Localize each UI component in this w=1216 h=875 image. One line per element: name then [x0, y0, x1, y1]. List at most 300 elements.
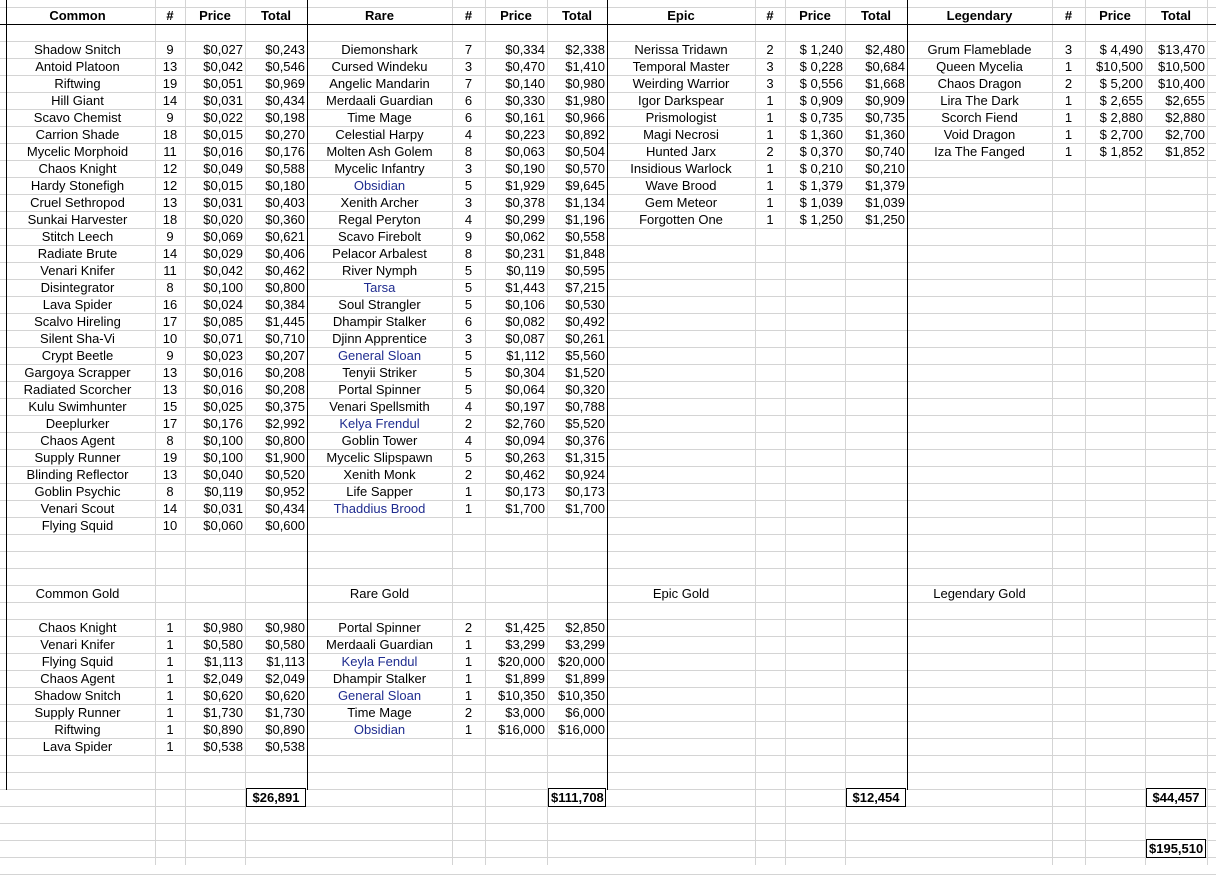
card-name-cell[interactable]: General Sloan [337, 348, 422, 363]
total-cell[interactable]: $0,800 [265, 280, 305, 295]
price-cell[interactable]: $0,049 [203, 161, 243, 176]
price-cell[interactable]: $0,016 [203, 144, 243, 159]
total-cell[interactable]: $0,462 [265, 263, 305, 278]
gold-price-cell[interactable]: $1,899 [505, 671, 545, 686]
card-name-cell[interactable]: Djinn Apprentice [332, 331, 427, 346]
price-cell[interactable]: $ 4,490 [1099, 42, 1143, 57]
gold-card-name-cell[interactable]: Time Mage [347, 705, 412, 720]
price-cell[interactable]: $0,100 [203, 450, 243, 465]
gold-price-cell[interactable]: $0,580 [203, 637, 243, 652]
card-name-cell[interactable]: Wave Brood [645, 178, 717, 193]
price-header[interactable]: Price [799, 8, 831, 23]
price-cell[interactable]: $ 1,379 [799, 178, 843, 193]
price-cell[interactable]: $0,087 [505, 331, 545, 346]
count-cell[interactable]: 19 [162, 76, 178, 91]
gold-total-cell[interactable]: $0,580 [265, 637, 305, 652]
gold-count-cell[interactable]: 1 [166, 688, 174, 703]
total-cell[interactable]: $0,558 [565, 229, 605, 244]
card-name-cell[interactable]: Antoid Platoon [35, 59, 120, 74]
gold-count-cell[interactable]: 1 [464, 637, 473, 652]
gold-price-cell[interactable]: $1,113 [204, 654, 243, 669]
total-cell[interactable]: $13,470 [1158, 42, 1205, 57]
count-cell[interactable]: 7 [464, 76, 473, 91]
gold-card-name-cell[interactable]: Supply Runner [34, 705, 121, 720]
count-cell[interactable]: 3 [766, 76, 774, 91]
total-header[interactable]: Total [1160, 8, 1192, 23]
subtotal-cell[interactable]: $26,891 [246, 788, 306, 807]
total-cell[interactable]: $0,210 [865, 161, 905, 176]
count-cell[interactable]: 8 [464, 246, 473, 261]
total-cell[interactable]: $0,384 [265, 297, 305, 312]
gold-count-cell[interactable]: 1 [464, 688, 473, 703]
card-name-cell[interactable]: Iza The Fanged [934, 144, 1025, 159]
price-cell[interactable]: $0,042 [203, 263, 243, 278]
count-cell[interactable]: 5 [464, 450, 473, 465]
gold-section-title[interactable]: Common Gold [35, 586, 120, 601]
count-cell[interactable]: 1 [766, 127, 774, 142]
count-cell[interactable]: 3 [464, 331, 473, 346]
count-cell[interactable]: 13 [162, 467, 178, 482]
gold-price-cell[interactable]: $3,000 [505, 705, 545, 720]
count-cell[interactable]: 5 [464, 365, 473, 380]
count-cell[interactable]: 16 [162, 297, 178, 312]
count-cell[interactable]: 1 [1064, 127, 1073, 142]
price-cell[interactable]: $0,024 [203, 297, 243, 312]
card-name-cell[interactable]: Goblin Tower [341, 433, 418, 448]
count-cell[interactable]: 9 [464, 229, 473, 244]
total-cell[interactable]: $0,980 [565, 76, 605, 91]
grand-total-cell[interactable]: $195,510 [1146, 839, 1206, 858]
total-cell[interactable]: $0,520 [265, 467, 305, 482]
price-cell[interactable]: $ 2,880 [1099, 110, 1143, 125]
card-name-cell[interactable]: Soul Strangler [338, 297, 421, 312]
price-cell[interactable]: $0,025 [203, 399, 243, 414]
count-cell[interactable]: 5 [464, 348, 473, 363]
count-cell[interactable]: 1 [1064, 144, 1073, 159]
card-name-cell[interactable]: Hill Giant [51, 93, 104, 108]
count-cell[interactable]: 8 [166, 280, 174, 295]
count-cell[interactable]: 13 [162, 59, 178, 74]
card-name-cell[interactable]: Pelacor Arbalest [332, 246, 427, 261]
gold-card-name-cell[interactable]: Obsidian [353, 722, 406, 737]
count-cell[interactable]: 5 [464, 280, 473, 295]
card-name-cell[interactable]: Lava Spider [42, 297, 113, 312]
card-name-cell[interactable]: Venari Knifer [40, 263, 115, 278]
total-cell[interactable]: $0,376 [565, 433, 605, 448]
price-cell[interactable]: $0,023 [203, 348, 243, 363]
total-cell[interactable]: $1,196 [565, 212, 605, 227]
gold-count-cell[interactable]: 2 [464, 620, 473, 635]
price-cell[interactable]: $0,064 [505, 382, 545, 397]
total-cell[interactable]: $0,924 [565, 467, 605, 482]
count-cell[interactable]: 1 [1064, 59, 1073, 74]
total-cell[interactable]: $0,208 [265, 365, 305, 380]
price-cell[interactable]: $0,197 [505, 399, 545, 414]
count-cell[interactable]: 9 [166, 110, 174, 125]
total-cell[interactable]: $0,684 [865, 59, 905, 74]
total-cell[interactable]: $0,173 [565, 484, 605, 499]
price-cell[interactable]: $0,027 [203, 42, 243, 57]
price-cell[interactable]: $0,263 [505, 450, 545, 465]
card-name-cell[interactable]: Thaddius Brood [333, 501, 426, 516]
total-cell[interactable]: $0,546 [265, 59, 305, 74]
count-cell[interactable]: 2 [766, 42, 774, 57]
gold-count-cell[interactable]: 1 [166, 620, 174, 635]
count-cell[interactable]: 6 [464, 314, 473, 329]
card-name-cell[interactable]: Queen Mycelia [936, 59, 1023, 74]
gold-price-cell[interactable]: $0,980 [203, 620, 243, 635]
price-cell[interactable]: $ 2,700 [1099, 127, 1143, 142]
price-cell[interactable]: $0,119 [204, 484, 243, 499]
count-cell[interactable]: 8 [464, 144, 473, 159]
card-name-cell[interactable]: Kulu Swimhunter [28, 399, 127, 414]
count-cell[interactable]: 5 [464, 263, 473, 278]
card-name-cell[interactable]: Venari Spellsmith [329, 399, 430, 414]
price-cell[interactable]: $0,100 [203, 280, 243, 295]
gold-total-cell[interactable]: $1,113 [266, 654, 305, 669]
total-cell[interactable]: $0,788 [565, 399, 605, 414]
card-name-cell[interactable]: Celestial Harpy [335, 127, 424, 142]
gold-price-cell[interactable]: $2,049 [203, 671, 243, 686]
count-cell[interactable]: 14 [162, 501, 178, 516]
price-cell[interactable]: $0,015 [203, 178, 243, 193]
price-cell[interactable]: $0,071 [203, 331, 243, 346]
price-cell[interactable]: $0,029 [203, 246, 243, 261]
gold-card-name-cell[interactable]: Flying Squid [41, 654, 114, 669]
count-cell[interactable]: 15 [162, 399, 178, 414]
card-name-cell[interactable]: Life Sapper [346, 484, 413, 499]
card-name-cell[interactable]: Weirding Warrior [632, 76, 730, 91]
card-name-cell[interactable]: Hunted Jarx [645, 144, 717, 159]
total-cell[interactable]: $2,992 [265, 416, 305, 431]
price-cell[interactable]: $0,330 [505, 93, 545, 108]
price-cell[interactable]: $0,304 [505, 365, 545, 380]
total-cell[interactable]: $0,600 [265, 518, 305, 533]
total-cell[interactable]: $2,880 [1165, 110, 1205, 125]
card-name-cell[interactable]: Mycelic Slipspawn [326, 450, 433, 465]
count-cell[interactable]: 10 [162, 518, 178, 533]
gold-total-cell[interactable]: $0,980 [265, 620, 305, 635]
total-cell[interactable]: $0,570 [565, 161, 605, 176]
gold-price-cell[interactable]: $10,350 [498, 688, 545, 703]
card-name-cell[interactable]: Regal Peryton [338, 212, 421, 227]
price-cell[interactable]: $0,040 [203, 467, 243, 482]
total-cell[interactable]: $1,848 [565, 246, 605, 261]
card-name-cell[interactable]: Magi Necrosi [643, 127, 719, 142]
total-cell[interactable]: $0,588 [265, 161, 305, 176]
price-header[interactable]: Price [500, 8, 532, 23]
card-name-cell[interactable]: Forgotten One [639, 212, 723, 227]
count-header[interactable]: # [1064, 8, 1073, 23]
gold-total-cell[interactable]: $0,890 [265, 722, 305, 737]
total-cell[interactable]: $2,480 [865, 42, 905, 57]
gold-total-cell[interactable]: $0,538 [265, 739, 305, 754]
gold-total-cell[interactable]: $2,850 [565, 620, 605, 635]
card-name-cell[interactable]: Scavo Firebolt [337, 229, 422, 244]
gold-count-cell[interactable]: 1 [166, 654, 174, 669]
card-name-cell[interactable]: Time Mage [347, 110, 412, 125]
gold-total-cell[interactable]: $20,000 [558, 654, 605, 669]
count-cell[interactable]: 8 [166, 433, 174, 448]
count-cell[interactable]: 1 [766, 93, 774, 108]
card-name-cell[interactable]: Shadow Snitch [34, 42, 121, 57]
price-cell[interactable]: $0,020 [203, 212, 243, 227]
gold-card-name-cell[interactable]: Dhampir Stalker [332, 671, 427, 686]
card-name-cell[interactable]: Crypt Beetle [41, 348, 114, 363]
card-name-cell[interactable]: Blinding Reflector [26, 467, 129, 482]
total-cell[interactable]: $1,410 [565, 59, 605, 74]
total-cell[interactable]: $1,668 [865, 76, 905, 91]
count-cell[interactable]: 2 [464, 467, 473, 482]
gold-price-cell[interactable]: $0,890 [203, 722, 243, 737]
card-name-cell[interactable]: Kelya Frendul [339, 416, 420, 431]
count-cell[interactable]: 11 [163, 144, 177, 159]
card-name-cell[interactable]: Scorch Fiend [941, 110, 1018, 125]
card-name-cell[interactable]: Carrion Shade [35, 127, 120, 142]
count-cell[interactable]: 5 [464, 178, 473, 193]
price-cell[interactable]: $0,223 [505, 127, 545, 142]
card-name-cell[interactable]: Dhampir Stalker [332, 314, 427, 329]
price-cell[interactable]: $0,100 [203, 433, 243, 448]
gold-price-cell[interactable]: $16,000 [498, 722, 545, 737]
total-cell[interactable]: $0,434 [265, 93, 305, 108]
count-cell[interactable]: 5 [464, 382, 473, 397]
gold-count-cell[interactable]: 1 [166, 705, 174, 720]
price-cell[interactable]: $0,031 [203, 93, 243, 108]
total-cell[interactable]: $0,243 [265, 42, 305, 57]
card-name-cell[interactable]: Lira The Dark [940, 93, 1019, 108]
card-name-cell[interactable]: Sunkai Harvester [27, 212, 128, 227]
total-cell[interactable]: $2,655 [1165, 93, 1205, 108]
gold-count-cell[interactable]: 1 [464, 654, 473, 669]
price-cell[interactable]: $0,190 [505, 161, 545, 176]
card-name-cell[interactable]: Temporal Master [632, 59, 730, 74]
count-cell[interactable]: 13 [162, 382, 178, 397]
count-cell[interactable]: 1 [766, 178, 774, 193]
price-cell[interactable]: $ 0,556 [799, 76, 843, 91]
price-cell[interactable]: $0,106 [505, 297, 545, 312]
count-cell[interactable]: 1 [766, 110, 774, 125]
total-cell[interactable]: $0,320 [565, 382, 605, 397]
card-name-cell[interactable]: Portal Spinner [338, 382, 421, 397]
gold-price-cell[interactable]: $0,538 [203, 739, 243, 754]
card-name-cell[interactable]: Prismologist [645, 110, 717, 125]
count-cell[interactable]: 13 [162, 365, 178, 380]
count-cell[interactable]: 13 [162, 195, 178, 210]
rarity-header[interactable]: Epic [667, 8, 695, 23]
card-name-cell[interactable]: Molten Ash Golem [326, 144, 433, 159]
price-cell[interactable]: $0,470 [505, 59, 545, 74]
total-cell[interactable]: $10,400 [1158, 76, 1205, 91]
total-cell[interactable]: $0,710 [265, 331, 305, 346]
price-cell[interactable]: $ 0,210 [799, 161, 843, 176]
total-cell[interactable]: $0,360 [265, 212, 305, 227]
gold-total-cell[interactable]: $0,620 [265, 688, 305, 703]
price-cell[interactable]: $ 1,852 [1099, 144, 1143, 159]
count-cell[interactable]: 18 [162, 212, 178, 227]
gold-count-cell[interactable]: 1 [166, 739, 174, 754]
price-cell[interactable]: $0,042 [203, 59, 243, 74]
price-cell[interactable]: $0,062 [505, 229, 545, 244]
gold-card-name-cell[interactable]: Chaos Agent [40, 671, 115, 686]
gold-total-cell[interactable]: $3,299 [565, 637, 605, 652]
gold-price-cell[interactable]: $3,299 [505, 637, 545, 652]
gold-price-cell[interactable]: $20,000 [498, 654, 545, 669]
card-name-cell[interactable]: Chaos Knight [38, 161, 117, 176]
card-name-cell[interactable]: Xenith Monk [343, 467, 416, 482]
gold-total-cell[interactable]: $1,899 [565, 671, 605, 686]
card-name-cell[interactable]: Mycelic Morphoid [26, 144, 129, 159]
card-name-cell[interactable]: Xenith Archer [340, 195, 419, 210]
total-cell[interactable]: $1,134 [565, 195, 605, 210]
price-cell[interactable]: $0,299 [505, 212, 545, 227]
price-cell[interactable]: $ 1,250 [799, 212, 843, 227]
count-cell[interactable]: 9 [166, 42, 174, 57]
card-name-cell[interactable]: Silent Sha-Vi [40, 331, 115, 346]
card-name-cell[interactable]: Chaos Dragon [937, 76, 1022, 91]
gold-total-cell[interactable]: $10,350 [558, 688, 605, 703]
count-cell[interactable]: 12 [162, 178, 178, 193]
total-cell[interactable]: $1,250 [865, 212, 905, 227]
total-cell[interactable]: $0,403 [265, 195, 305, 210]
rarity-header[interactable]: Common [49, 8, 106, 23]
price-cell[interactable]: $0,334 [505, 42, 545, 57]
price-cell[interactable]: $0,016 [203, 365, 243, 380]
total-cell[interactable]: $0,492 [565, 314, 605, 329]
count-cell[interactable]: 4 [464, 212, 473, 227]
total-cell[interactable]: $0,198 [265, 110, 305, 125]
gold-card-name-cell[interactable]: Riftwing [54, 722, 101, 737]
gold-card-name-cell[interactable]: Keyla Fendul [341, 654, 418, 669]
total-cell[interactable]: $0,530 [565, 297, 605, 312]
card-name-cell[interactable]: Igor Darkspear [638, 93, 724, 108]
count-header[interactable]: # [766, 8, 774, 23]
total-cell[interactable]: $0,892 [565, 127, 605, 142]
card-name-cell[interactable]: River Nymph [341, 263, 418, 278]
card-name-cell[interactable]: Deeplurker [45, 416, 110, 431]
price-cell[interactable]: $0,051 [203, 76, 243, 91]
subtotal-cell[interactable]: $111,708 [548, 788, 606, 807]
gold-count-cell[interactable]: 1 [166, 637, 174, 652]
count-cell[interactable]: 9 [166, 348, 174, 363]
total-cell[interactable]: $1,980 [565, 93, 605, 108]
gold-card-name-cell[interactable]: Venari Knifer [40, 637, 115, 652]
price-cell[interactable]: $0,173 [505, 484, 545, 499]
total-cell[interactable]: $0,621 [265, 229, 305, 244]
count-cell[interactable]: 9 [166, 229, 174, 244]
count-cell[interactable]: 2 [464, 416, 473, 431]
gold-section-title[interactable]: Rare Gold [349, 586, 410, 601]
gold-count-cell[interactable]: 1 [464, 671, 473, 686]
card-name-cell[interactable]: Cruel Sethropod [30, 195, 125, 210]
gold-card-name-cell[interactable]: Lava Spider [42, 739, 113, 754]
total-cell[interactable]: $0,969 [265, 76, 305, 91]
gold-price-cell[interactable]: $1,425 [505, 620, 545, 635]
count-cell[interactable]: 17 [162, 416, 178, 431]
count-cell[interactable]: 1 [766, 161, 774, 176]
card-name-cell[interactable]: Tenyii Striker [342, 365, 417, 380]
total-cell[interactable]: $0,208 [265, 382, 305, 397]
card-name-cell[interactable]: Disintegrator [40, 280, 115, 295]
count-cell[interactable]: 4 [464, 433, 473, 448]
price-cell[interactable]: $0,176 [203, 416, 243, 431]
gold-card-name-cell[interactable]: General Sloan [337, 688, 422, 703]
count-cell[interactable]: 7 [464, 42, 473, 57]
price-cell[interactable]: $0,094 [505, 433, 545, 448]
total-cell[interactable]: $0,261 [565, 331, 605, 346]
price-cell[interactable]: $0,378 [505, 195, 545, 210]
total-cell[interactable]: $0,270 [265, 127, 305, 142]
total-cell[interactable]: $1,445 [265, 314, 305, 329]
gold-price-cell[interactable]: $0,620 [203, 688, 243, 703]
gold-card-name-cell[interactable]: Chaos Knight [38, 620, 117, 635]
total-cell[interactable]: $0,735 [865, 110, 905, 125]
card-name-cell[interactable]: Scavo Chemist [33, 110, 122, 125]
count-cell[interactable]: 3 [464, 59, 473, 74]
card-name-cell[interactable]: Radiated Scorcher [23, 382, 132, 397]
price-cell[interactable]: $ 0,370 [799, 144, 843, 159]
count-cell[interactable]: 3 [766, 59, 774, 74]
price-cell[interactable]: $1,700 [505, 501, 545, 516]
count-cell[interactable]: 11 [163, 263, 177, 278]
price-cell[interactable]: $0,063 [505, 144, 545, 159]
count-cell[interactable]: 2 [1064, 76, 1073, 91]
price-cell[interactable]: $0,231 [505, 246, 545, 261]
count-cell[interactable]: 8 [166, 484, 174, 499]
card-name-cell[interactable]: Diemonshark [341, 42, 418, 57]
card-name-cell[interactable]: Merdaali Guardian [326, 93, 433, 108]
card-name-cell[interactable]: Void Dragon [943, 127, 1016, 142]
card-name-cell[interactable]: Supply Runner [34, 450, 121, 465]
total-cell[interactable]: $0,800 [265, 433, 305, 448]
price-cell[interactable]: $ 1,039 [799, 195, 843, 210]
total-header[interactable]: Total [860, 8, 892, 23]
count-cell[interactable]: 18 [162, 127, 178, 142]
price-cell[interactable]: $ 1,240 [799, 42, 843, 57]
count-cell[interactable]: 3 [1064, 42, 1073, 57]
count-cell[interactable]: 5 [464, 297, 473, 312]
total-cell[interactable]: $0,406 [265, 246, 305, 261]
total-cell[interactable]: $0,740 [865, 144, 905, 159]
price-cell[interactable]: $0,022 [203, 110, 243, 125]
count-header[interactable]: # [166, 8, 174, 23]
card-name-cell[interactable]: Flying Squid [41, 518, 114, 533]
total-cell[interactable]: $7,215 [565, 280, 605, 295]
total-cell[interactable]: $0,180 [265, 178, 305, 193]
total-cell[interactable]: $5,520 [565, 416, 605, 431]
total-header[interactable]: Total [561, 8, 593, 23]
card-name-cell[interactable]: Gem Meteor [644, 195, 718, 210]
card-name-cell[interactable]: Cursed Windeku [331, 59, 428, 74]
total-cell[interactable]: $1,360 [865, 127, 905, 142]
card-name-cell[interactable]: Tarsa [363, 280, 396, 295]
rarity-header[interactable]: Rare [365, 8, 394, 23]
total-cell[interactable]: $0,966 [565, 110, 605, 125]
price-cell[interactable]: $1,929 [505, 178, 545, 193]
total-cell[interactable]: $5,560 [565, 348, 605, 363]
total-cell[interactable]: $0,504 [565, 144, 605, 159]
card-name-cell[interactable]: Stitch Leech [41, 229, 114, 244]
gold-total-cell[interactable]: $1,730 [265, 705, 305, 720]
price-cell[interactable]: $ 1,360 [799, 127, 843, 142]
gold-total-cell[interactable]: $2,049 [265, 671, 305, 686]
count-cell[interactable]: 6 [464, 110, 473, 125]
price-cell[interactable]: $0,085 [203, 314, 243, 329]
gold-card-name-cell[interactable]: Merdaali Guardian [326, 637, 433, 652]
total-cell[interactable]: $0,952 [265, 484, 305, 499]
gold-count-cell[interactable]: 1 [464, 722, 473, 737]
gold-total-cell[interactable]: $16,000 [558, 722, 605, 737]
